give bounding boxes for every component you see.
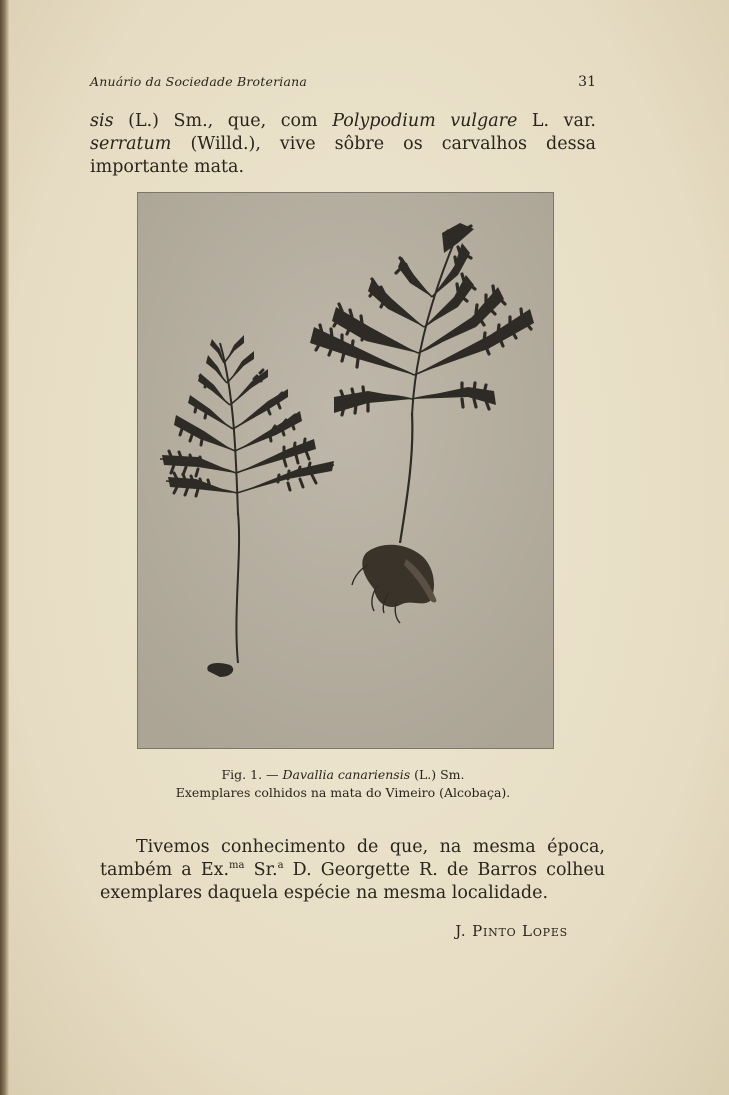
caption-authority: (L.) Sm. [410, 767, 465, 782]
caption-line-1 [90, 766, 596, 784]
para1-italic-polypodium: Polypodium vulgare [332, 111, 518, 131]
para1-text-c: (Willd.), vive sôbre os carvalhos dessa importante mata. [90, 134, 596, 177]
author-signature: J. Pinto Lopes [455, 922, 568, 940]
para2-text-a: Tivemos conhecimento de que, na mesma época, também a Ex. [100, 837, 605, 880]
para2-superscript-a: a [277, 860, 284, 872]
caption-line-2: Exemplares colhidos na mata do Vimeiro (Alcobaça). [175, 785, 511, 800]
paragraph-main [100, 836, 605, 905]
figure-caption [90, 766, 596, 802]
caption-species: Davallia canariensis [282, 767, 411, 782]
paragraph-continuation [90, 110, 596, 179]
running-title: Anuário da Sociedade Broteriana [90, 74, 308, 89]
fern-specimens-image [138, 193, 553, 748]
para2-text-c: D. Georgette R. de Barros colheu exemplares daquela espécie na mesma localidade. [100, 860, 605, 903]
figure-photo-plate [137, 192, 554, 749]
page-binding-edge [0, 0, 9, 1095]
para1-italic-sis: sis [90, 111, 114, 131]
para1-text-a: (L.) Sm., que, com [113, 111, 333, 131]
para2-superscript-ma: ma [229, 860, 245, 872]
page-number: 31 [578, 74, 596, 90]
caption-label: Fig. 1. — [221, 767, 283, 782]
para1-italic-serratum: serratum [90, 134, 172, 154]
para1-text-b: L. var. [517, 111, 596, 131]
para2-text-b: Sr. [244, 860, 278, 880]
running-header [90, 74, 596, 90]
